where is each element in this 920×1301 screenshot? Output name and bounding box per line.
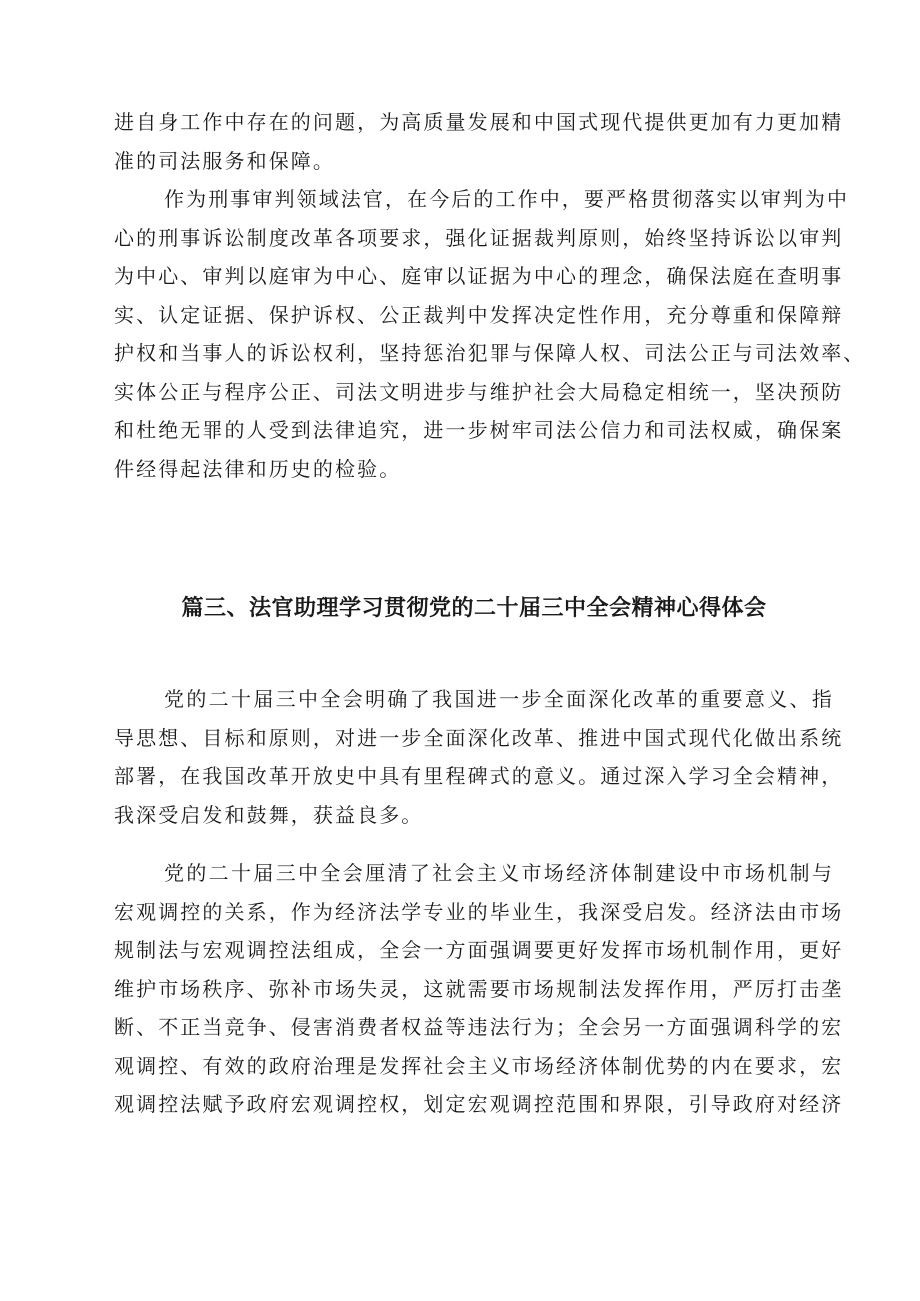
section-heading: 篇三、法官助理学习贯彻党的二十届三中全会精神心得体会 bbox=[181, 596, 767, 621]
text-line: 观调控、有效的政府治理是发挥社会主义市场经济体制优势的内在要求，宏 bbox=[114, 1053, 844, 1078]
text-line: 党的二十届三中全会明确了我国进一步全面深化改革的重要意义、指 bbox=[164, 687, 834, 711]
text-line: 宏观调控的关系，作为经济法学专业的毕业生，我深受启发。经济法由市场 bbox=[114, 899, 844, 924]
text-line: 心的刑事诉讼制度改革各项要求，强化证据裁判原则，始终坚持诉讼以审判 bbox=[114, 225, 844, 250]
text-line: 断、不正当竞争、侵害消费者权益等违法行为；全会另一方面强调科学的宏 bbox=[114, 1015, 844, 1039]
text-line: 准的司法服务和保障。 bbox=[114, 148, 335, 173]
text-line: 作为刑事审判领域法官，在今后的工作中，要严格贯彻落实以审判为中 bbox=[164, 187, 850, 211]
text-line: 实体公正与程序公正、司法文明进步与维护社会大局稳定相统一，坚决预防 bbox=[114, 379, 844, 404]
paragraph-market-regulation bbox=[114, 854, 844, 1124]
paragraph-continuation bbox=[114, 103, 844, 180]
text-line: 和杜绝无罪的人受到法律追究，进一步树牢司法公信力和司法权威，确保案 bbox=[114, 418, 844, 442]
text-line: 党的二十届三中全会厘清了社会主义市场经济体制建设中市场机制与 bbox=[164, 861, 834, 885]
text-line: 护权和当事人的诉讼权利，坚持惩治犯罪与保障人权、司法公正与司法效率、 bbox=[114, 341, 866, 365]
text-line: 观调控法赋予政府宏观调控权，划定宏观调控范围和界限，引导政府对经济 bbox=[114, 1092, 844, 1116]
text-line: 导思想、目标和原则，对进一步全面深化改革、推进中国式现代化做出系统 bbox=[114, 725, 844, 750]
text-line: 实、认定证据、保护诉权、公正裁判中发挥决定性作用，充分尊重和保障辩 bbox=[114, 302, 844, 327]
text-line: 规制法与宏观调控法组成，全会一方面强调要更好发挥市场机制作用，更好 bbox=[114, 938, 844, 962]
text-line: 件经得起法律和历史的检验。 bbox=[114, 456, 402, 481]
text-line: 部署，在我国改革开放史中具有里程碑式的意义。通过深入学习全会精神， bbox=[114, 764, 844, 788]
text-line: 维护市场秩序、弥补市场失灵，这就需要市场规制法发挥作用，严厉打击垄 bbox=[114, 976, 844, 1001]
paragraph-judge-duties bbox=[114, 180, 866, 488]
text-line: 为中心、审判以庭审为中心、庭审以证据为中心的理念，确保法庭在查明事 bbox=[114, 264, 844, 288]
text-line: 进自身工作中存在的问题，为高质量发展和中国式现代提供更加有力更加精 bbox=[114, 110, 844, 134]
paragraph-plenum-significance bbox=[114, 680, 844, 834]
text-line: 我深受启发和鼓舞，获益良多。 bbox=[114, 802, 424, 827]
